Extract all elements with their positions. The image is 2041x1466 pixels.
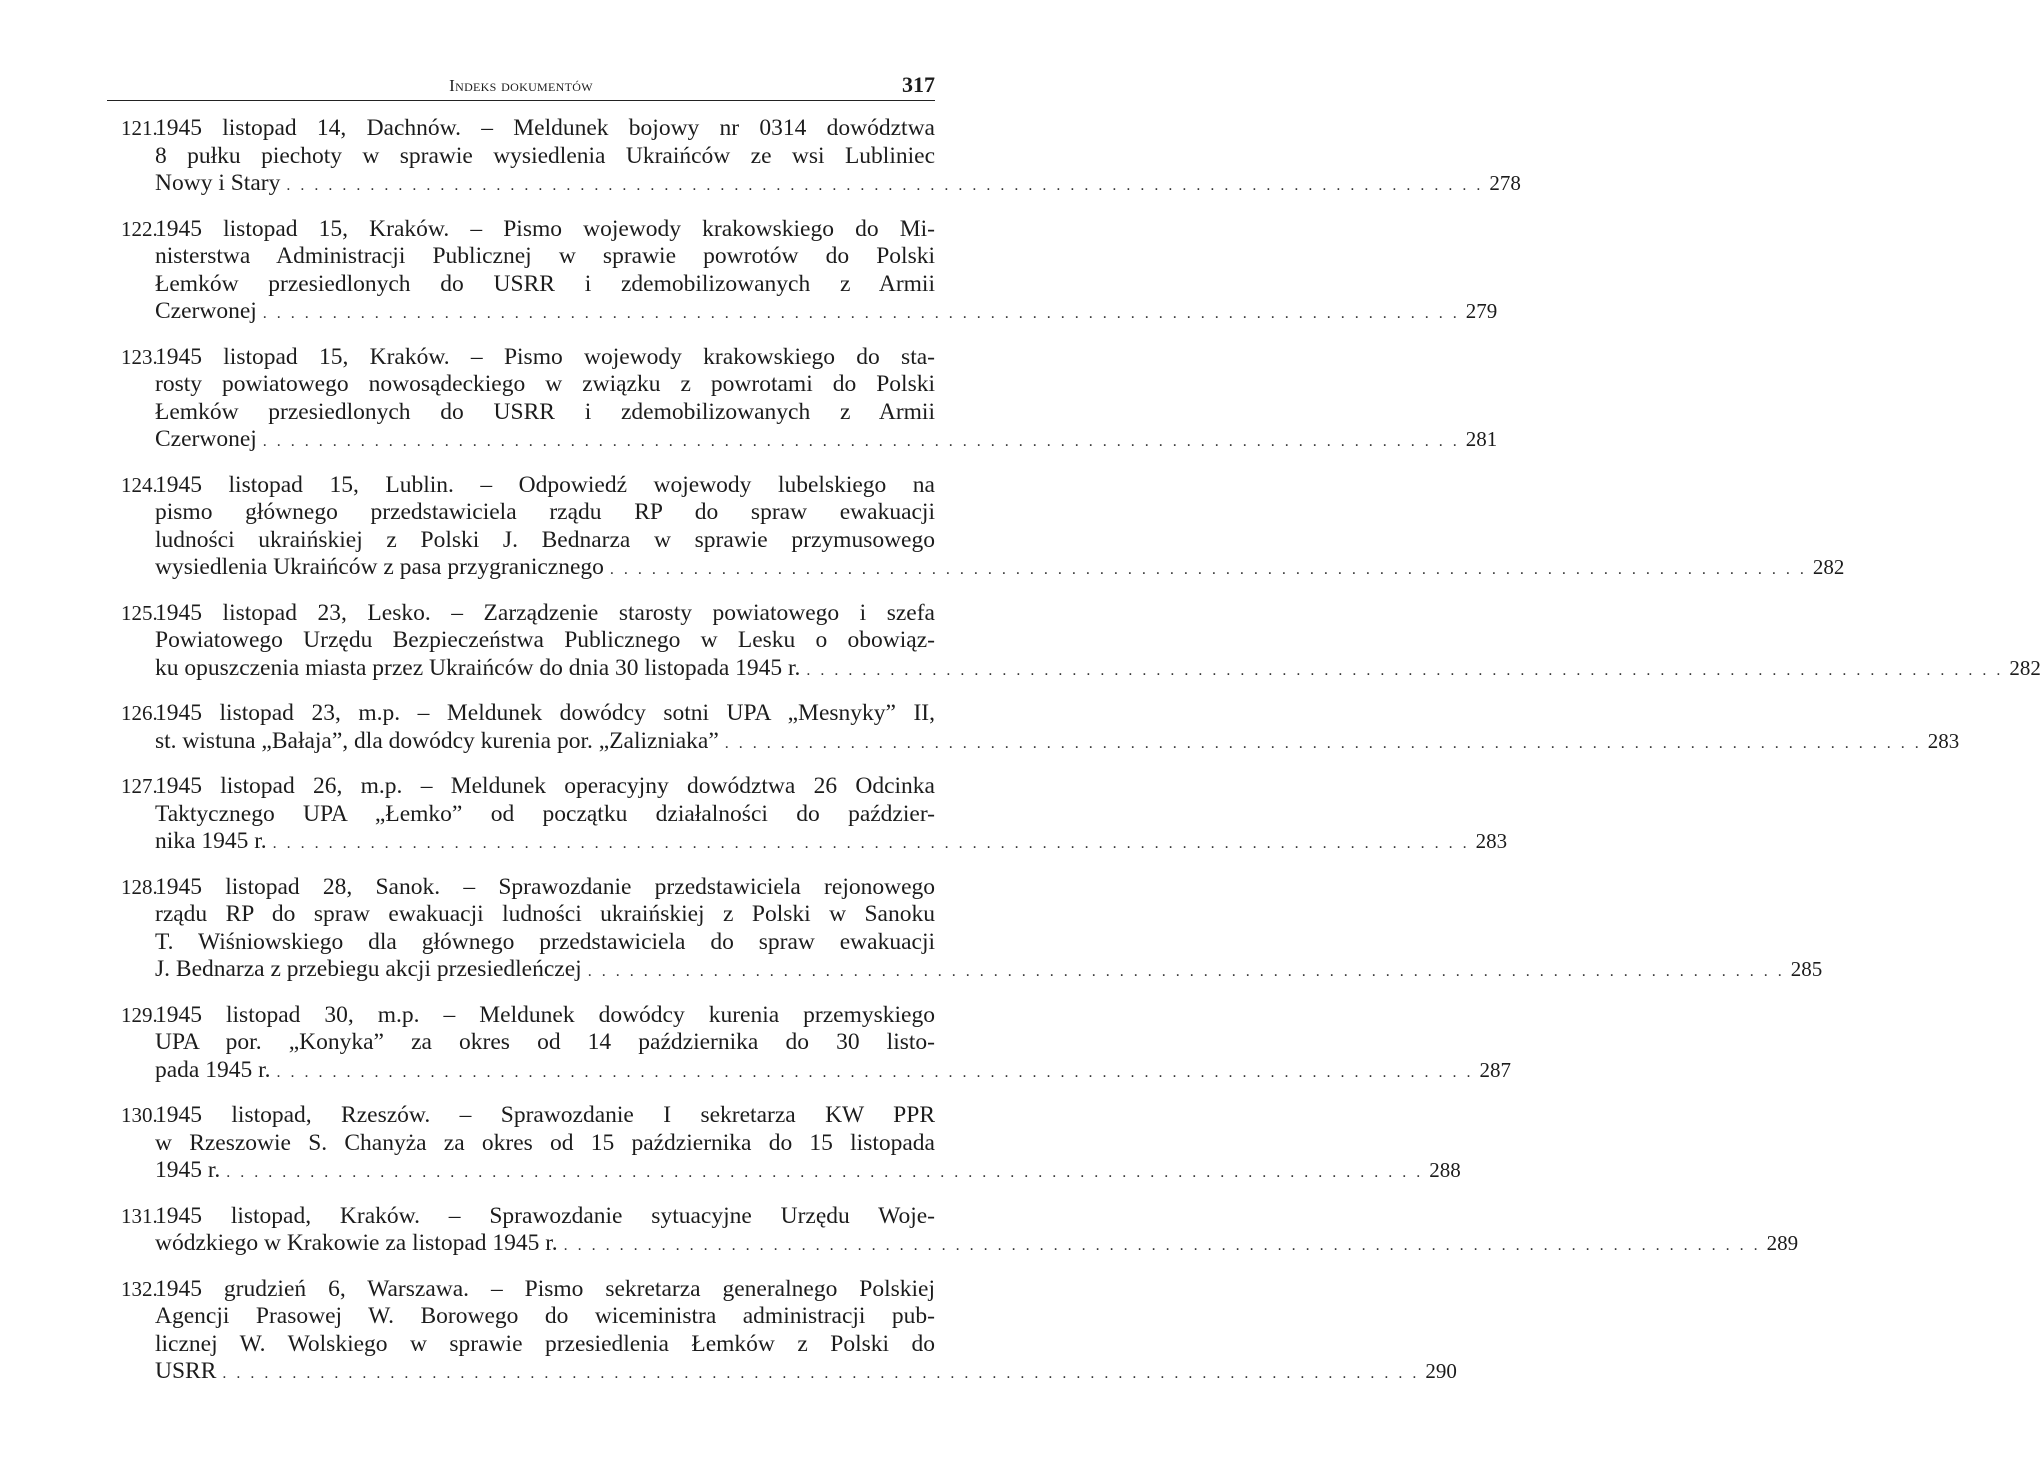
index-entry (107, 1202, 1799, 1258)
dot-leader: . . . . . . . . . . . . . . . . . . . . . . . . . . . . . . . . . . . . . . . . . . . . . . . . . . . . . . . . . . . . . . . . . . . . . . . . . . . . . . . . . . . . . . (262, 305, 1460, 322)
dot-leader: . . . . . . . . . . . . . . . . . . . . . . . . . . . . . . . . . . . . . . . . . . . . . . . . . . . . . . . . . . . . . . . . . . . . . . . . . . . . . . . . . . . . . . (806, 661, 2004, 679)
running-header (107, 70, 935, 101)
entry-description (155, 1202, 1799, 1258)
header-title: Indeks dokumentów (449, 76, 593, 95)
index-entry (107, 115, 1521, 198)
entry-line: 1945 listopad 23, Lesko. – Zarządzenie starosty powiatowego i szefa (155, 599, 935, 626)
dot-leader: . . . . . . . . . . . . . . . . . . . . . . . . . . . . . . . . . . . . . . . . . . . . . . . . . . . . . . . . . . . . . . . . . . . . . . . . . . . . . . . . . . . . . . (262, 433, 1460, 450)
index-entry (107, 343, 1498, 454)
entry-line-text: pada 1945 r. (155, 1056, 271, 1083)
dot-leader: . . . . . . . . . . . . . . . . . . . . . . . . . . . . . . . . . . . . . . . . . . . . . . . . . . . . . . . . . . . . . . . . . . . . . . . . . . . . . . . . . . . . . . (563, 1237, 1761, 1254)
dot-leader: . . . . . . . . . . . . . . . . . . . . . . . . . . . . . . . . . . . . . . . . . . . . . . . . . . . . . . . . . . . . . . . . . . . . . . . . . . . . . . . . . . . . . . (609, 561, 1807, 578)
entry-line-text: Czerwonej (155, 298, 257, 324)
entry-line: Powiatowego Urzędu Bezpieczeństwa Publicznego w Lesku o obowiąz- (155, 627, 935, 653)
entry-number: 123. (121, 344, 158, 369)
entry-line: ludności ukraińskiej z Polski J. Bednarza w sprawie przymusowego (155, 526, 935, 553)
entry-number: 130. (121, 1103, 158, 1127)
entry-page-number: 289 (1766, 1231, 1799, 1255)
entry-description (155, 471, 1845, 582)
entry-line-text: J. Bednarza z przebiegu akcji przesiedleńczej (155, 956, 582, 982)
entry-line (155, 298, 1498, 326)
entry-page-number: 290 (1425, 1359, 1457, 1383)
entry-line: 1945 listopad 23, m.p. – Meldunek dowódcy sotni UPA „Mesnyky” II, (155, 700, 935, 726)
entry-description (155, 115, 1521, 198)
entry-line: rosty powiatowego nowosądeckiego w związku z powrotami do Polski (155, 371, 935, 397)
entry-line-text: nika 1945 r. (155, 828, 267, 854)
entry-line (155, 426, 1498, 454)
entry-description (155, 700, 1960, 755)
entry-page-number: 282 (1812, 555, 1845, 579)
entry-line: 1945 listopad 15, Lublin. – Odpowiedź wojewody lubelskiego na (155, 471, 935, 498)
entry-line (155, 654, 2041, 683)
index-entry (107, 1102, 1461, 1185)
document-index-list (107, 115, 2041, 1386)
entry-number: 124. (121, 472, 158, 497)
entry-line-text: ku opuszczenia miasta przez Ukraińców do dnia 30 listopada 1945 r. (155, 654, 801, 681)
entry-line-text: wysiedlenia Ukraińców z pasa przygranicznego (155, 554, 604, 580)
dot-leader: . . . . . . . . . . . . . . . . . . . . . . . . . . . . . . . . . . . . . . . . . . . . . . . . . . . . . . . . . . . . . . . . . . . . . . . . . . . . . . . . . . . . . . (587, 963, 1785, 980)
dot-leader: . . . . . . . . . . . . . . . . . . . . . . . . . . . . . . . . . . . . . . . . . . . . . . . . . . . . . . . . . . . . . . . . . . . . . . . . . . . . . . . . . . . . . . (724, 734, 1922, 752)
entry-line: 1945 grudzień 6, Warszawa. – Pismo sekretarza generalnego Polskiej (155, 1275, 935, 1302)
dot-leader: . . . . . . . . . . . . . . . . . . . . . . . . . . . . . . . . . . . . . . . . . . . . . . . . . . . . . . . . . . . . . . . . . . . . . . . . . . . . . . . . . . . . . . (286, 177, 1484, 194)
entry-line-text: 1945 r. (155, 1157, 221, 1183)
entry-description (155, 215, 1498, 326)
index-entry (107, 215, 1498, 326)
entry-line: UPA por. „Konyka” za okres od 14 października do 30 listo- (155, 1029, 935, 1055)
entry-line-text: st. wistuna „Bałaja”, dla dowódcy kurenia por. „Zalizniaka” (155, 727, 719, 754)
entry-number: 132. (121, 1276, 158, 1301)
entry-number: 129. (121, 1002, 158, 1027)
entry-page-number: 283 (1927, 728, 1960, 753)
entry-description (155, 1102, 1461, 1185)
entry-number: 127. (121, 774, 158, 798)
entry-page-number: 285 (1790, 957, 1823, 981)
index-entry (107, 773, 1508, 856)
entry-description (155, 873, 1823, 984)
entry-number: 126. (121, 701, 158, 725)
entry-line-text: wódzkiego w Krakowie za listopad 1945 r. (155, 1230, 558, 1256)
entry-page-number: 283 (1475, 829, 1508, 853)
entry-line: 1945 listopad 15, Kraków. – Pismo wojewody krakowskiego do sta- (155, 343, 935, 370)
entry-line-text: USRR (155, 1358, 217, 1384)
dot-leader: . . . . . . . . . . . . . . . . . . . . . . . . . . . . . . . . . . . . . . . . . . . . . . . . . . . . . . . . . . . . . . . . . . . . . . . . . . . . . . . . . . . . . . (222, 1365, 1420, 1382)
dot-leader: . . . . . . . . . . . . . . . . . . . . . . . . . . . . . . . . . . . . . . . . . . . . . . . . . . . . . . . . . . . . . . . . . . . . . . . . . . . . . . . . . . . . . . (226, 1164, 1424, 1181)
entry-line: 1945 listopad 14, Dachnów. – Meldunek bojowy nr 0314 dowództwa (155, 115, 935, 141)
entry-line: 8 pułku piechoty w sprawie wysiedlenia Ukraińców ze wsi Lubliniec (155, 142, 935, 169)
dot-leader: . . . . . . . . . . . . . . . . . . . . . . . . . . . . . . . . . . . . . . . . . . . . . . . . . . . . . . . . . . . . . . . . . . . . . . . . . . . . . . . . . . . . . . (272, 835, 1470, 852)
entry-line (155, 1056, 1512, 1085)
entry-line: licznej W. Wolskiego w sprawie przesiedlenia Łemków z Polski do (155, 1330, 935, 1357)
dot-leader: . . . . . . . . . . . . . . . . . . . . . . . . . . . . . . . . . . . . . . . . . . . . . . . . . . . . . . . . . . . . . . . . . . . . . . . . . . . . . . . . . . . . . . (276, 1063, 1474, 1081)
entry-line: Łemków przesiedlonych do USRR i zdemobilizowanych z Armii (155, 270, 935, 297)
entry-line: rządu RP do spraw ewakuacji ludności ukraińskiej z Polski w Sanoku (155, 901, 935, 927)
entry-line (155, 727, 1960, 756)
entry-description (155, 343, 1498, 454)
index-entry (107, 471, 1845, 582)
entry-line (155, 554, 1845, 582)
entry-line: w Rzeszowie S. Chanyża za okres od 15 października do 15 listopada (155, 1129, 935, 1156)
entry-number: 122. (121, 216, 158, 241)
page-number: 317 (902, 72, 935, 97)
index-entry (107, 599, 2041, 683)
entry-page-number: 282 (2009, 655, 2041, 680)
entry-number: 131. (121, 1203, 158, 1228)
entry-line: 1945 listopad 28, Sanok. – Sprawozdanie przedstawiciela rejonowego (155, 873, 935, 900)
entry-line (155, 1358, 1457, 1386)
entry-line (155, 1157, 1461, 1185)
entry-page-number: 288 (1429, 1158, 1461, 1182)
entry-line (155, 170, 1521, 198)
entry-page-number: 278 (1489, 171, 1521, 195)
entry-description (155, 1275, 1457, 1386)
entry-line: 1945 listopad 26, m.p. – Meldunek operacyjny dowództwa 26 Odcinka (155, 773, 935, 799)
entry-line: 1945 listopad, Rzeszów. – Sprawozdanie I sekretarza KW PPR (155, 1102, 935, 1128)
entry-line: 1945 listopad 30, m.p. – Meldunek dowódcy kurenia przemyskiego (155, 1001, 935, 1028)
entry-line-text: Nowy i Stary (155, 170, 281, 196)
entry-description (155, 1001, 1512, 1085)
entry-line: T. Wiśniowskiego dla głównego przedstawiciela do spraw ewakuacji (155, 928, 935, 955)
entry-line: Agencji Prasowej W. Borowego do wiceministra administracji pub- (155, 1303, 935, 1329)
entry-line: pismo głównego przedstawiciela rządu RP do spraw ewakuacji (155, 499, 935, 525)
entry-description (155, 773, 1508, 856)
entry-line: 1945 listopad 15, Kraków. – Pismo wojewody krakowskiego do Mi- (155, 215, 935, 242)
entry-line (155, 1230, 1799, 1258)
index-entry (107, 873, 1823, 984)
entry-description (155, 599, 2041, 683)
entry-line: 1945 listopad, Kraków. – Sprawozdanie sytuacyjne Urzędu Woje- (155, 1202, 935, 1229)
index-entry (107, 700, 1960, 755)
entry-line: Łemków przesiedlonych do USRR i zdemobilizowanych z Armii (155, 398, 935, 425)
entry-number: 125. (121, 600, 158, 625)
entry-line (155, 828, 1508, 856)
index-entry (107, 1001, 1512, 1085)
entry-line: Taktycznego UPA „Łemko” od początku działalności do paździer- (155, 800, 935, 827)
entry-line (155, 956, 1823, 984)
index-entry (107, 1275, 1457, 1386)
entry-page-number: 279 (1465, 299, 1498, 323)
entry-page-number: 287 (1479, 1057, 1512, 1082)
entry-number: 128. (121, 874, 158, 899)
document-page (107, 70, 2041, 1404)
entry-number: 121. (121, 116, 158, 140)
entry-line-text: Czerwonej (155, 426, 257, 452)
entry-page-number: 281 (1465, 427, 1498, 451)
entry-line: nisterstwa Administracji Publicznej w sprawie powrotów do Polski (155, 243, 935, 269)
